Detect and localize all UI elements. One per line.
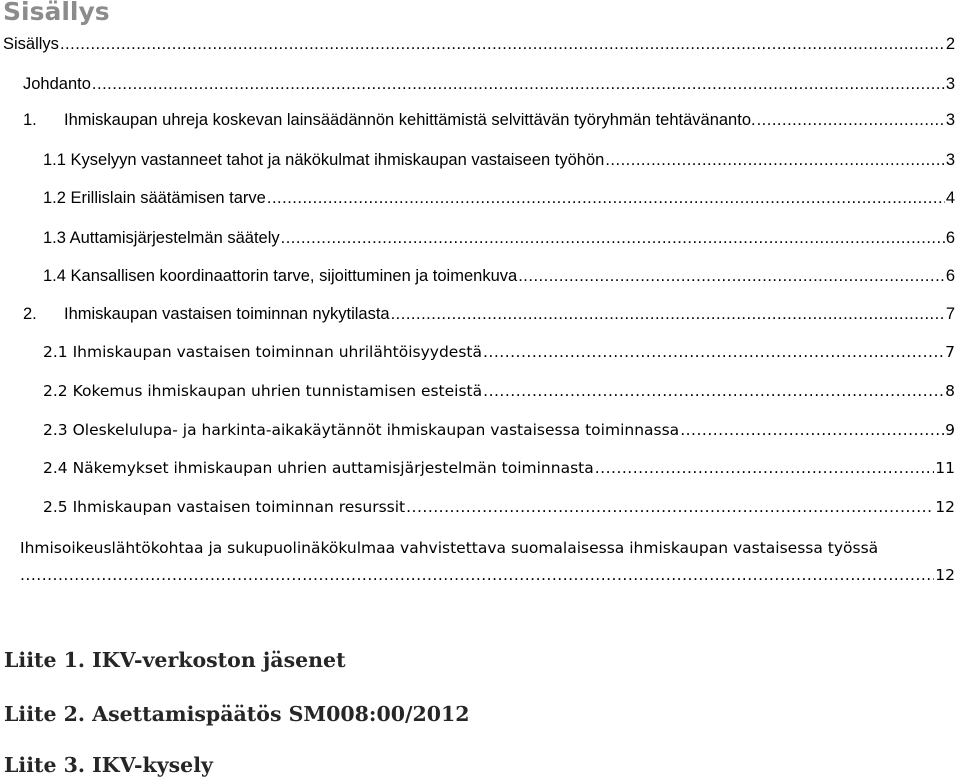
toc-entry-text: 2.2 Kokemus ihmiskaupan uhrien tunnistamisen esteistä xyxy=(43,382,483,400)
toc-entry-text: 2.5 Ihmiskaupan vastaisen toiminnan resurssit xyxy=(43,498,406,516)
toc-leader-dots xyxy=(406,494,934,520)
toc-entry-page: 8 xyxy=(945,382,955,400)
toc-entry[interactable] xyxy=(23,107,955,133)
toc-entry-text: Johdanto xyxy=(23,75,91,93)
toc-leader-dots xyxy=(267,185,945,211)
toc-entry-page: 7 xyxy=(945,305,955,323)
toc-leader-dots xyxy=(391,301,945,327)
toc-entry-page: 6 xyxy=(945,229,955,247)
toc-entry-long-continuation[interactable] xyxy=(20,562,955,588)
toc-entry-page: 3 xyxy=(945,111,955,129)
toc-entry[interactable] xyxy=(43,455,955,481)
toc-leader-dots xyxy=(483,339,944,365)
toc-entry[interactable] xyxy=(23,301,955,327)
toc-entry-text: 2.1 Ihmiskaupan vastaisen toiminnan uhrilähtöisyydestä xyxy=(43,343,482,361)
toc-entry-page: 7 xyxy=(945,343,955,361)
toc-leader-dots xyxy=(680,417,944,443)
toc-leader-dots xyxy=(20,562,934,588)
toc-entry-page: 9 xyxy=(945,421,955,439)
toc-entry[interactable] xyxy=(43,339,955,365)
appendix-3: Liite 3. IKV-kysely xyxy=(4,753,213,777)
toc-entry-text: Ihmiskaupan vastaisen toiminnan nykytilasta xyxy=(64,305,390,323)
toc-leader-dots xyxy=(60,31,945,57)
toc-entry[interactable] xyxy=(43,147,955,173)
toc-entry[interactable] xyxy=(43,185,955,211)
toc-entry[interactable] xyxy=(3,31,955,57)
appendix-2: Liite 2. Asettamispäätös SM008:00/2012 xyxy=(4,702,470,726)
toc-entry-page: 4 xyxy=(945,189,955,207)
toc-entry[interactable] xyxy=(43,263,955,289)
toc-entry[interactable] xyxy=(43,225,955,251)
toc-entry-number: 1. xyxy=(23,111,37,129)
toc-entry-page: 11 xyxy=(935,459,955,477)
toc-entry[interactable] xyxy=(43,494,955,520)
toc-entry-text: 1.3 Auttamisjärjestelmän säätely xyxy=(43,229,280,247)
toc-entry-page: 12 xyxy=(935,498,955,516)
toc-entry-page: 6 xyxy=(945,267,955,285)
toc-entry-text: 2.4 Näkemykset ihmiskaupan uhrien auttamisjärjestelmän toiminnasta xyxy=(43,459,594,477)
toc-entry-page: 3 xyxy=(945,151,955,169)
toc-leader-dots xyxy=(92,71,945,97)
toc-entry-page: 3 xyxy=(945,75,955,93)
toc-entry-text: 2.3 Oleskelulupa- ja harkinta-aikakäytännöt ihmiskaupan vastaisessa toiminnassa xyxy=(43,421,680,439)
toc-entry[interactable] xyxy=(23,71,955,97)
toc-entry-text: Ihmiskaupan uhreja koskevan lainsäädännön kehittämistä selvittävän työryhmän tehtävänanto. xyxy=(64,111,756,129)
toc-entry-text: 1.2 Erillislain säätämisen tarve xyxy=(43,189,266,207)
toc-entry-text: 1.1 Kyselyyn vastanneet tahot ja näkökulmat ihmiskaupan vastaiseen työhön xyxy=(43,151,605,169)
toc-entry-number: 2. xyxy=(23,305,37,323)
toc-leader-dots xyxy=(757,107,945,133)
toc-entry[interactable] xyxy=(43,417,955,443)
appendix-1: Liite 1. IKV-verkoston jäsenet xyxy=(4,648,346,672)
toc-entry-text: Sisällys xyxy=(3,35,59,53)
toc-entry-text: 1.4 Kansallisen koordinaattorin tarve, sijoittuminen ja toimenkuva xyxy=(43,267,518,285)
toc-leader-dots xyxy=(595,455,935,481)
toc-entry[interactable] xyxy=(43,378,955,404)
page-title: Sisällys xyxy=(3,0,110,26)
toc-leader-dots xyxy=(281,225,945,251)
toc-entry-long-text[interactable]: Ihmisoikeuslähtökohtaa ja sukupuolinäkökulmaa vahvistettava suomalaisessa ihmiskaupan vastaisessa työssä xyxy=(20,539,879,557)
toc-entry-page: 12 xyxy=(935,566,955,584)
toc-leader-dots xyxy=(605,147,944,173)
toc-leader-dots xyxy=(483,378,944,404)
toc-leader-dots xyxy=(518,263,945,289)
toc-entry-page: 2 xyxy=(945,35,955,53)
